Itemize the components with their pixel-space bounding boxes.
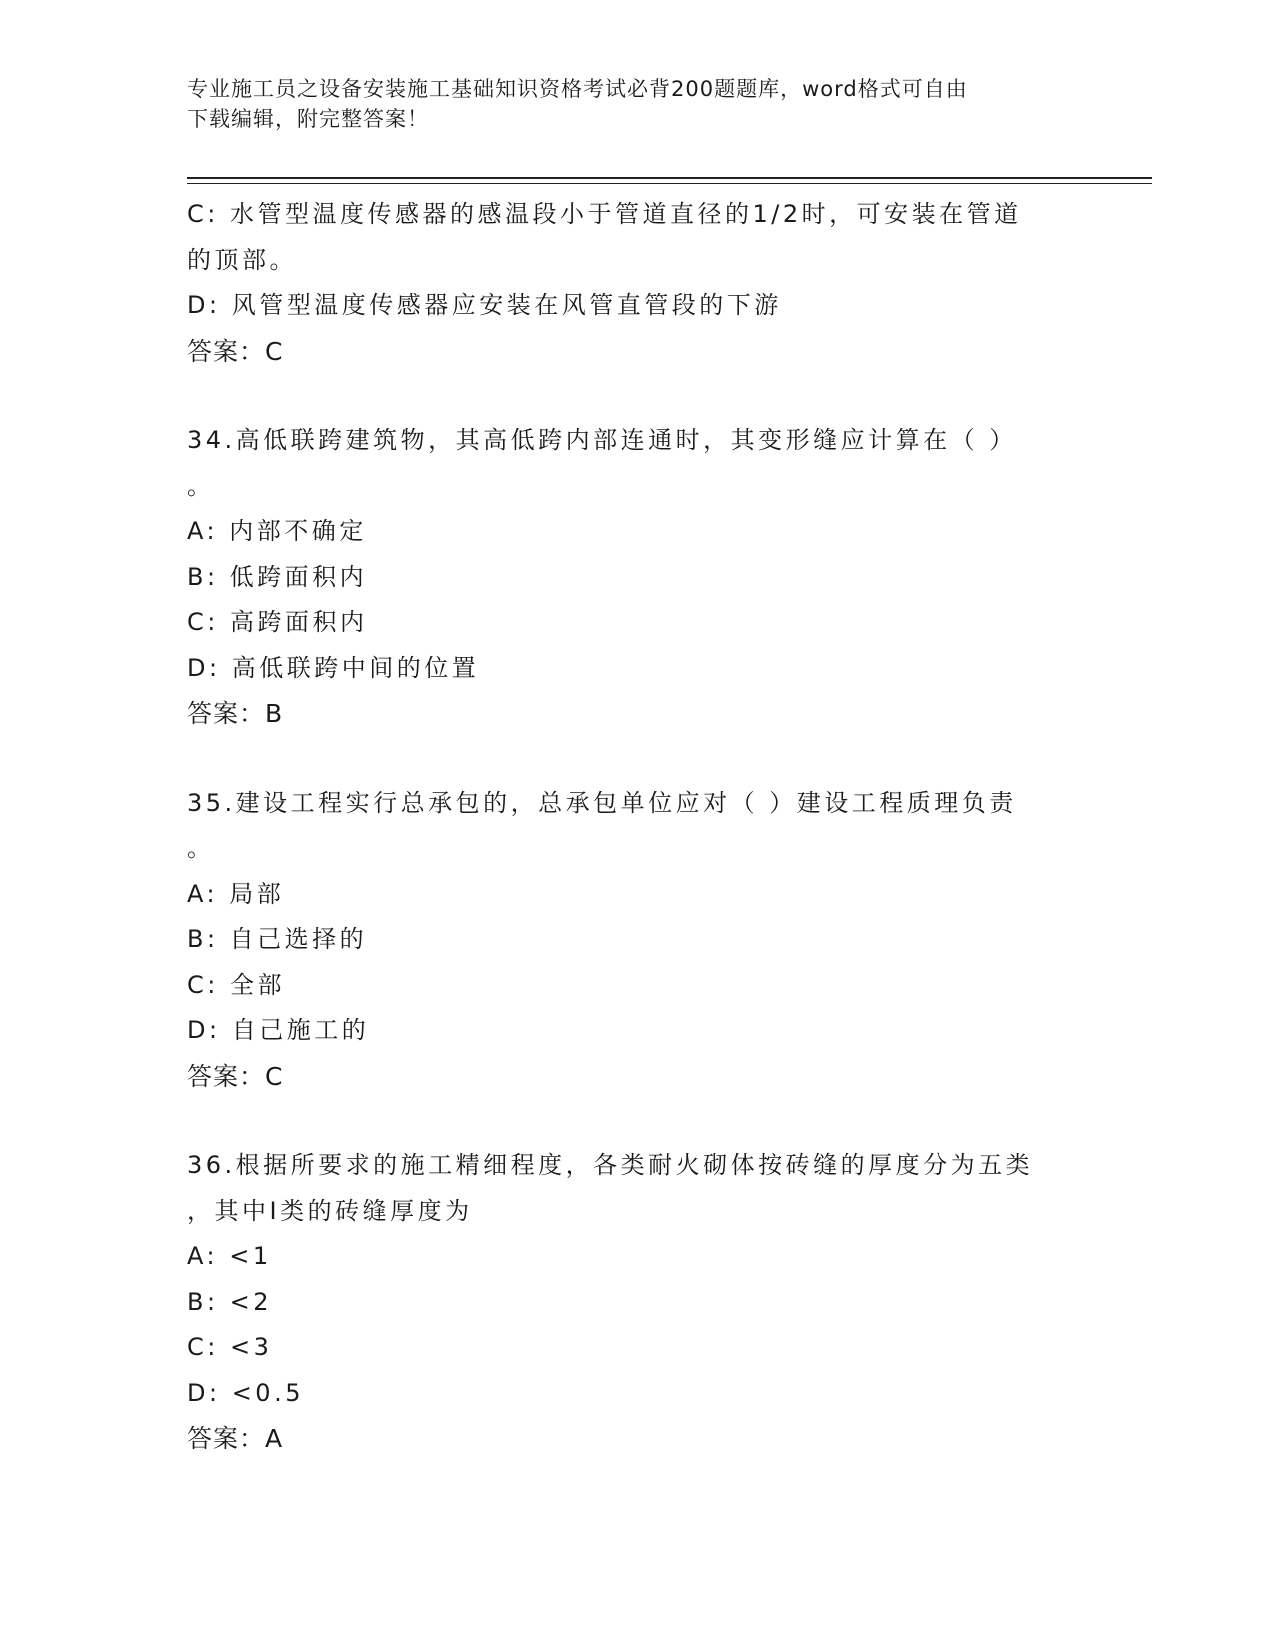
spacer (187, 737, 1087, 781)
question-stem-line2: 。 (187, 834, 215, 862)
option-b: B: 低跨面积内 (187, 562, 368, 591)
question-block-prev (187, 192, 1087, 374)
question-stem-line1: 34.高低联跨建筑物，其高低跨内部连通时，其变形缝应计算在（ ） (187, 426, 1017, 454)
question-stem-line2: ，其中Ⅰ类的砖缝厚度为 (187, 1196, 473, 1225)
question-stem-line1: 36.根据所要求的施工精细程度，各类耐火砌体按砖缝的厚度分为五类 (187, 1151, 1034, 1179)
question-stem-line2: 。 (187, 471, 215, 500)
question-block-34 (187, 418, 1087, 737)
header-divider-thin (187, 183, 1152, 184)
header-divider-thick (187, 177, 1152, 179)
spacer (187, 1099, 1087, 1143)
option-c-line1: C: 水管型温度传感器的感温段小于管道直径的1/2时，可安装在管道 (187, 200, 1022, 228)
option-c-line2: 的顶部。 (187, 245, 297, 274)
option-a: A: 局部 (187, 879, 285, 908)
question-block-36 (187, 1143, 1087, 1462)
option-d: D: 自己施工的 (187, 1016, 370, 1044)
option-a: A: 内部不确定 (187, 517, 367, 545)
document-header (187, 74, 1067, 134)
question-stem-line1: 35.建设工程实行总承包的，总承包单位应对（ ）建设工程质理负责 (187, 788, 1017, 817)
question-list (187, 192, 1087, 1462)
header-title-line2: 下载编辑，附完整答案！ (187, 107, 429, 131)
option-d: D: <0.5 (187, 1378, 304, 1407)
answer: 答案：B (187, 699, 284, 728)
option-d: D: 高低联跨中间的位置 (187, 653, 480, 682)
option-c: C: <3 (187, 1333, 273, 1361)
answer: 答案：C (187, 1061, 284, 1091)
answer: 答案：C (187, 336, 284, 366)
option-c: C: 全部 (187, 970, 285, 999)
option-b: B: <2 (187, 1287, 273, 1316)
option-a: A: <1 (187, 1242, 272, 1270)
spacer (187, 374, 1087, 418)
option-d: D: 风管型温度传感器应安装在风管直管段的下游 (187, 291, 782, 319)
question-block-35 (187, 781, 1087, 1100)
header-title-line1: 专业施工员之设备安装施工基础知识资格考试必背200题题库，word格式可自由 (187, 77, 968, 101)
option-b: B: 自己选择的 (187, 925, 368, 953)
option-c: C: 高跨面积内 (187, 608, 368, 636)
answer: 答案：A (187, 1424, 284, 1453)
